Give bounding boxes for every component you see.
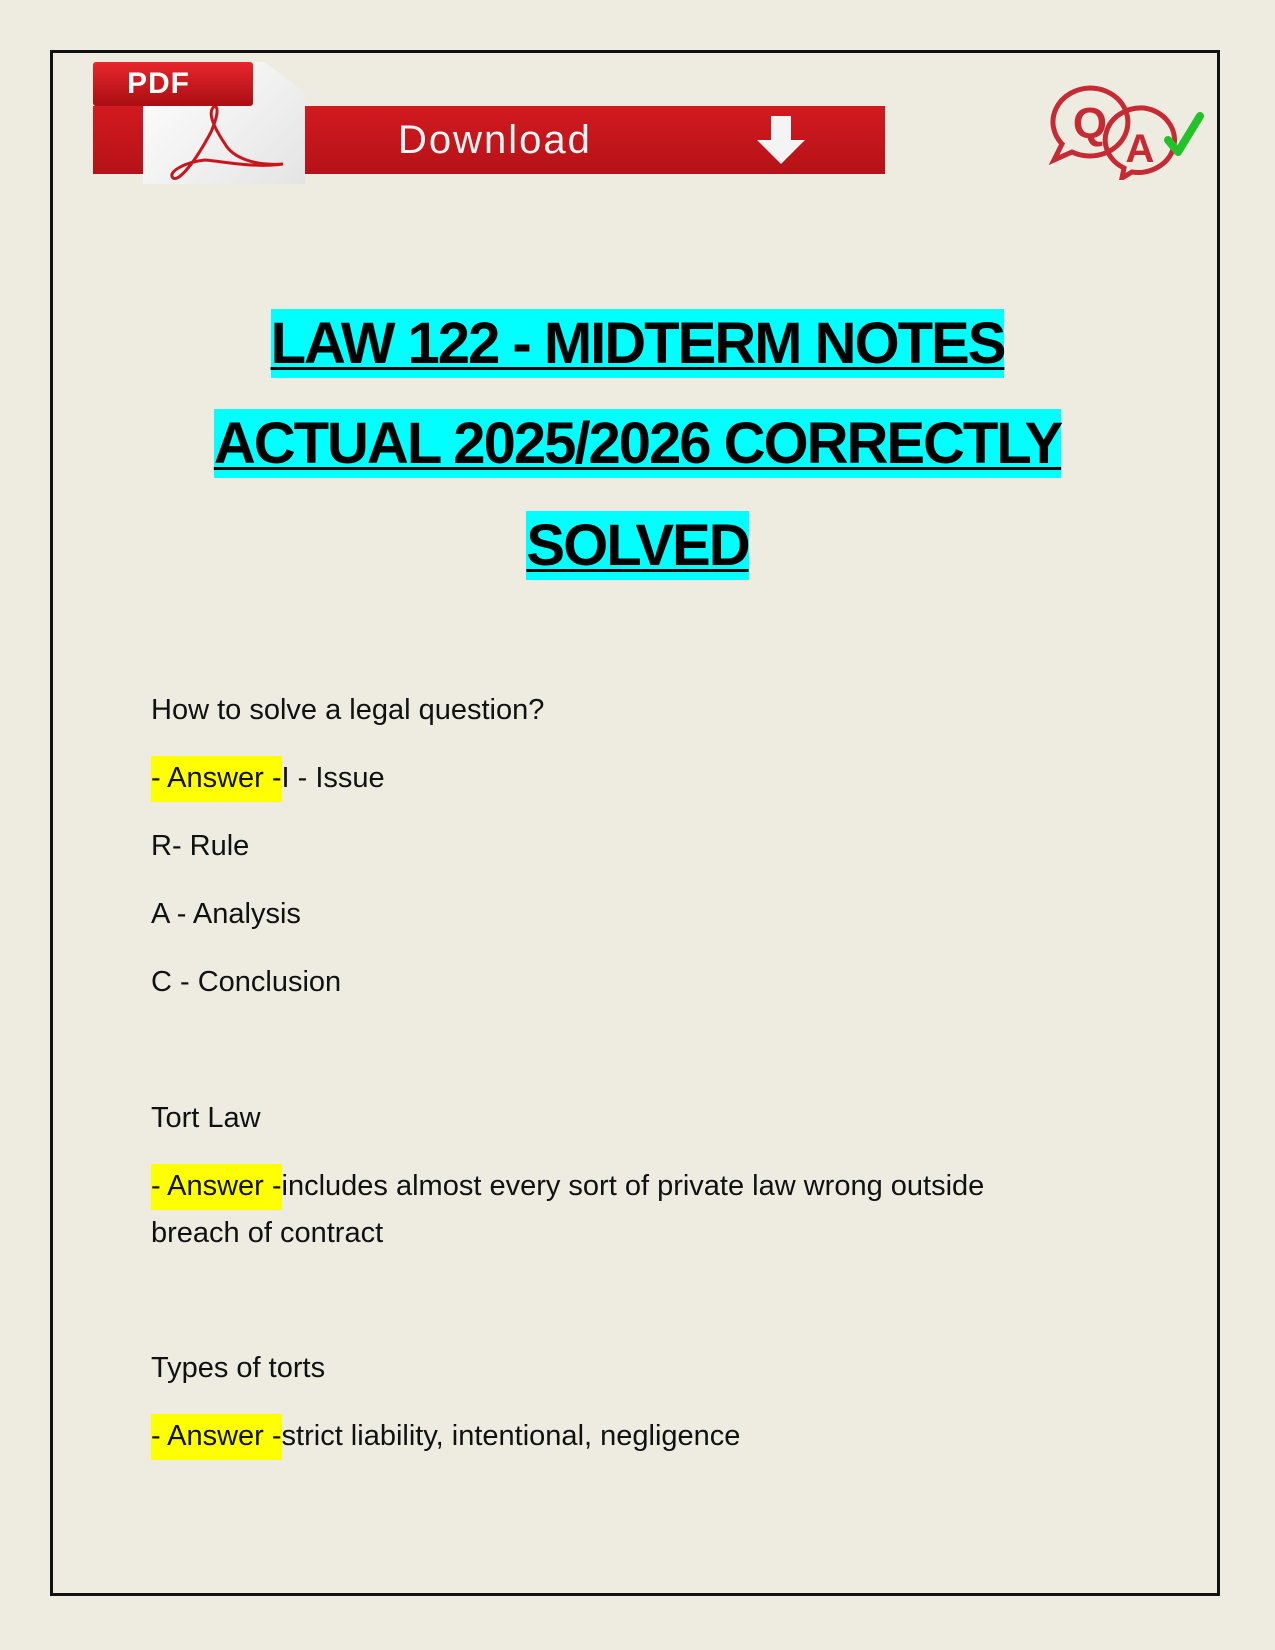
svg-text:Q: Q [1072,99,1108,148]
acrobat-logo-icon [155,102,295,182]
answer-label: - Answer - [151,1164,282,1210]
pdf-download-banner[interactable] [93,62,885,184]
pdf-tab-label: PDF [93,62,253,106]
download-label: Download [398,118,592,162]
svg-text:A: A [1125,127,1155,171]
answer-3: - Answer -strict liability, intentional, negligence [151,1420,740,1453]
answer-label: - Answer - [151,756,282,802]
download-arrow-icon [755,116,807,166]
answer-1-line-4: C - Conclusion [151,966,342,998]
answer-2: - Answer -includes almost every sort of private law wrong outside [151,1170,984,1203]
answer-label: - Answer - [151,1414,282,1460]
qa-check-icon [1040,80,1210,180]
document-title-line-3: SOLVED [526,513,749,578]
document-title-line-1: LAW 122 - MIDTERM NOTES [270,311,1005,376]
question-2: Tort Law [151,1102,261,1134]
answer-1-line-3: A - Analysis [151,898,301,930]
answer-1-line-2: R- Rule [151,830,250,862]
answer-1: - Answer -I - Issue [151,762,385,795]
question-3: Types of torts [151,1352,326,1384]
document-title-line-2: ACTUAL 2025/2026 CORRECTLY [213,411,1062,476]
answer-2-line-2: breach of contract [151,1217,384,1249]
question-1: How to solve a legal question? [151,694,545,726]
